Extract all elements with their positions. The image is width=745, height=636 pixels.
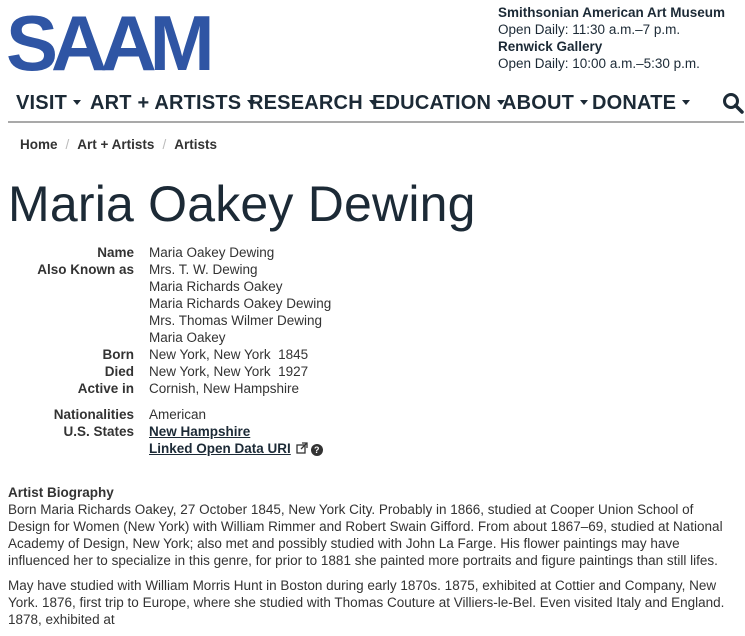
born-label: Born <box>102 347 134 362</box>
main-nav <box>8 90 744 123</box>
aka-value: Mrs. T. W. Dewing <box>149 262 258 277</box>
aka-value: Maria Richards Oakey Dewing <box>149 296 332 311</box>
active-value: Cornish, New Hampshire <box>149 381 300 396</box>
page-title: Maria Oakey Dewing <box>8 176 476 232</box>
museum-name: Smithsonian American Art Museum <box>498 5 726 20</box>
breadcrumb-art-artists[interactable]: Art + Artists <box>77 137 155 152</box>
nav-art-artists[interactable]: ART + ARTISTS <box>90 92 255 115</box>
artist-facts <box>0 244 745 457</box>
breadcrumb-separator: / <box>162 137 167 152</box>
died-value: New York, New York 1927 <box>149 364 309 379</box>
name-label: Name <box>97 245 134 260</box>
hours-panel <box>498 4 725 72</box>
saam-logo-graphic <box>6 0 218 87</box>
aka-value: Mrs. Thomas Wilmer Dewing <box>149 313 323 328</box>
bio-paragraph: May have studied with William Morris Hunt in Boston during early 1870s. 1875, exhibited at Cottier and Company, New York. 1876, first trip to Europe, where she studied with Thomas Couture at Villiers-le-Bel. Even visited Italy and England. 1878, exhibited at <box>8 578 725 627</box>
museum-hours: Open Daily: 11:30 a.m.–7 p.m. <box>498 22 681 37</box>
aka-label: Also Known as <box>37 262 134 277</box>
born-value: New York, New York 1845 <box>149 347 309 362</box>
aka-value: Maria Richards Oakey <box>149 279 283 294</box>
nav-visit[interactable]: VISIT <box>16 92 81 115</box>
gallery-name: Renwick Gallery <box>498 39 603 54</box>
caret-down-icon <box>580 100 588 105</box>
bio-paragraph: Born Maria Richards Oakey, 27 October 1845, New York City. Probably in 1866, studied at Cooper Union School of Design for Women (New York) with William Rimmer and Robert Swain Gifford. From about 1867–69, studied at National Academy of Design, New York; also met and possibly studied with John La Farge. His flower paintings may have influenced her to specialize in this genre, for prior to 1881 she painted more portraits and figure paintings than still lifes. <box>8 502 723 568</box>
nav-about[interactable]: ABOUT <box>502 92 588 115</box>
nationalities-value: American <box>149 407 207 422</box>
nav-research[interactable]: RESEARCH <box>249 92 377 115</box>
states-label: U.S. States <box>63 424 134 439</box>
state-link[interactable]: New Hampshire <box>149 424 251 439</box>
nav-education[interactable]: EDUCATION <box>372 92 505 115</box>
logo-text: SAAM <box>6 0 208 87</box>
caret-down-icon <box>682 100 690 105</box>
info-icon[interactable]: ? <box>311 444 323 456</box>
bio-heading: Artist Biography <box>8 485 114 500</box>
nav-donate[interactable]: DONATE <box>592 92 690 115</box>
artist-biography <box>8 484 738 636</box>
breadcrumb <box>20 137 217 152</box>
caret-down-icon <box>73 100 81 105</box>
breadcrumb-artists[interactable]: Artists <box>174 137 217 152</box>
lod-link[interactable]: Linked Open Data URI <box>149 441 291 456</box>
nationalities-label: Nationalities <box>53 407 134 422</box>
name-value: Maria Oakey Dewing <box>149 245 275 260</box>
search-icon[interactable] <box>722 92 744 114</box>
aka-value: Maria Oakey <box>149 330 226 345</box>
gallery-hours: Open Daily: 10:00 a.m.–5:30 p.m. <box>498 56 700 71</box>
external-link-icon[interactable] <box>296 442 308 454</box>
breadcrumb-separator: / <box>65 137 70 152</box>
died-label: Died <box>104 364 134 379</box>
saam-logo[interactable] <box>6 0 218 87</box>
active-label: Active in <box>77 381 134 396</box>
breadcrumb-home[interactable]: Home <box>20 137 58 152</box>
